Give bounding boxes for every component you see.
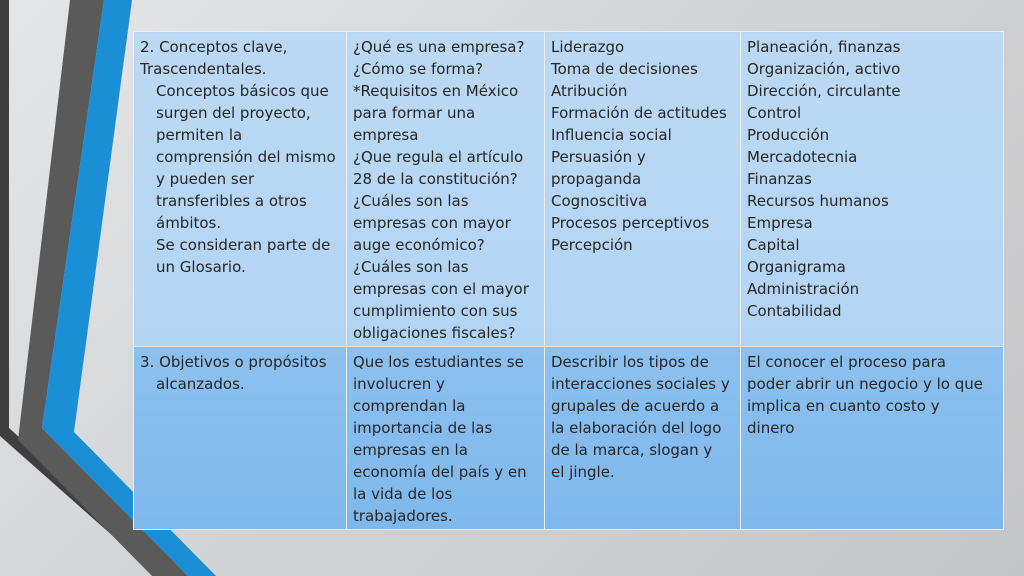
cell-line: 28 de la constitución? <box>353 170 518 188</box>
cell-line: propaganda <box>551 170 642 188</box>
cell-line: Recursos humanos <box>747 192 889 210</box>
cell-line: Contabilidad <box>747 302 842 320</box>
cell-line: Toma de decisiones <box>551 60 698 78</box>
cell-line: Finanzas <box>747 170 812 188</box>
table-cell <box>545 32 741 347</box>
cell-line: Influencia social <box>551 126 672 144</box>
table-cell <box>134 32 347 347</box>
cell-line: surgen del proyecto, <box>156 104 311 122</box>
cell-line: Liderazgo <box>551 38 625 56</box>
cell-line: implica en cuanto costo y <box>747 397 940 415</box>
cell-line: un Glosario. <box>156 258 246 276</box>
table-cell <box>347 32 545 347</box>
cell-line: Organización, activo <box>747 60 901 78</box>
table-cell <box>347 347 545 530</box>
cell-line: empresas con mayor <box>353 214 511 232</box>
cell-line: empresas en la <box>353 441 468 459</box>
cell-line: grupales de acuerdo a <box>551 397 720 415</box>
cell-line: cumplimiento con sus <box>353 302 518 320</box>
cell-line: Mercadotecnia <box>747 148 858 166</box>
cell-line: *Requisitos en México <box>353 82 519 100</box>
cell-line: empresa <box>353 126 419 144</box>
cell-line: Trascendentales. <box>140 60 267 78</box>
cell-line: la elaboración del logo <box>551 419 722 437</box>
cell-line: ámbitos. <box>156 214 222 232</box>
cell-line: de la marca, slogan y <box>551 441 713 459</box>
cell-line: el jingle. <box>551 463 615 481</box>
cell-line: Dirección, circulante <box>747 82 901 100</box>
cell-line: importancia de las <box>353 419 493 437</box>
cell-line: permiten la <box>156 126 243 144</box>
cell-line: auge económico? <box>353 236 485 254</box>
cell-line: obligaciones fiscales? <box>353 324 516 342</box>
cell-line: trabajadores. <box>353 507 453 525</box>
cell-line: 3. Objetivos o propósitos <box>140 353 327 371</box>
cell-line: ¿Cuáles son las <box>353 258 469 276</box>
cell-line: y pueden ser <box>156 170 255 188</box>
cell-line: interacciones sociales y <box>551 375 730 393</box>
cell-line: Organigrama <box>747 258 846 276</box>
cell-line: la vida de los <box>353 485 453 503</box>
cell-line: Persuasión y <box>551 148 646 166</box>
cell-line: Producción <box>747 126 830 144</box>
table-cell <box>545 347 741 530</box>
cell-line: Se consideran parte de <box>156 236 331 254</box>
cell-line: economía del país y en <box>353 463 527 481</box>
cell-line: Administración <box>747 280 860 298</box>
cell-line: Cognoscitiva <box>551 192 648 210</box>
table-row <box>134 32 1004 347</box>
cell-line: Empresa <box>747 214 813 232</box>
cell-line: comprendan la <box>353 397 466 415</box>
cell-line: comprensión del mismo <box>156 148 336 166</box>
table-cell <box>134 347 347 530</box>
cell-line: El conocer el proceso para <box>747 353 946 371</box>
cell-line: ¿Cuáles son las <box>353 192 469 210</box>
content-table <box>133 31 1004 530</box>
cell-line: Control <box>747 104 802 122</box>
cell-line: empresas con el mayor <box>353 280 529 298</box>
cell-line: Describir los tipos de <box>551 353 709 371</box>
table-cell <box>741 32 1004 347</box>
cell-line: Que los estudiantes se <box>353 353 524 371</box>
cell-line: alcanzados. <box>156 375 245 393</box>
cell-line: dinero <box>747 419 795 437</box>
cell-line: ¿Qué es una empresa? <box>353 38 525 56</box>
cell-line: involucren y <box>353 375 445 393</box>
cell-line: Procesos perceptivos <box>551 214 710 232</box>
cell-line: transferibles a otros <box>156 192 307 210</box>
cell-line: 2. Conceptos clave, <box>140 38 288 56</box>
table-row <box>134 347 1004 530</box>
cell-line: ¿Que regula el artículo <box>353 148 524 166</box>
cell-line: Planeación, finanzas <box>747 38 901 56</box>
cell-line: para formar una <box>353 104 476 122</box>
table-cell <box>741 347 1004 530</box>
cell-line: Atribución <box>551 82 628 100</box>
cell-line: Formación de actitudes <box>551 104 727 122</box>
cell-line: poder abrir un negocio y lo que <box>747 375 983 393</box>
cell-line: Conceptos básicos que <box>156 82 329 100</box>
cell-line: ¿Cómo se forma? <box>353 60 484 78</box>
cell-line: Percepción <box>551 236 633 254</box>
cell-line: Capital <box>747 236 800 254</box>
